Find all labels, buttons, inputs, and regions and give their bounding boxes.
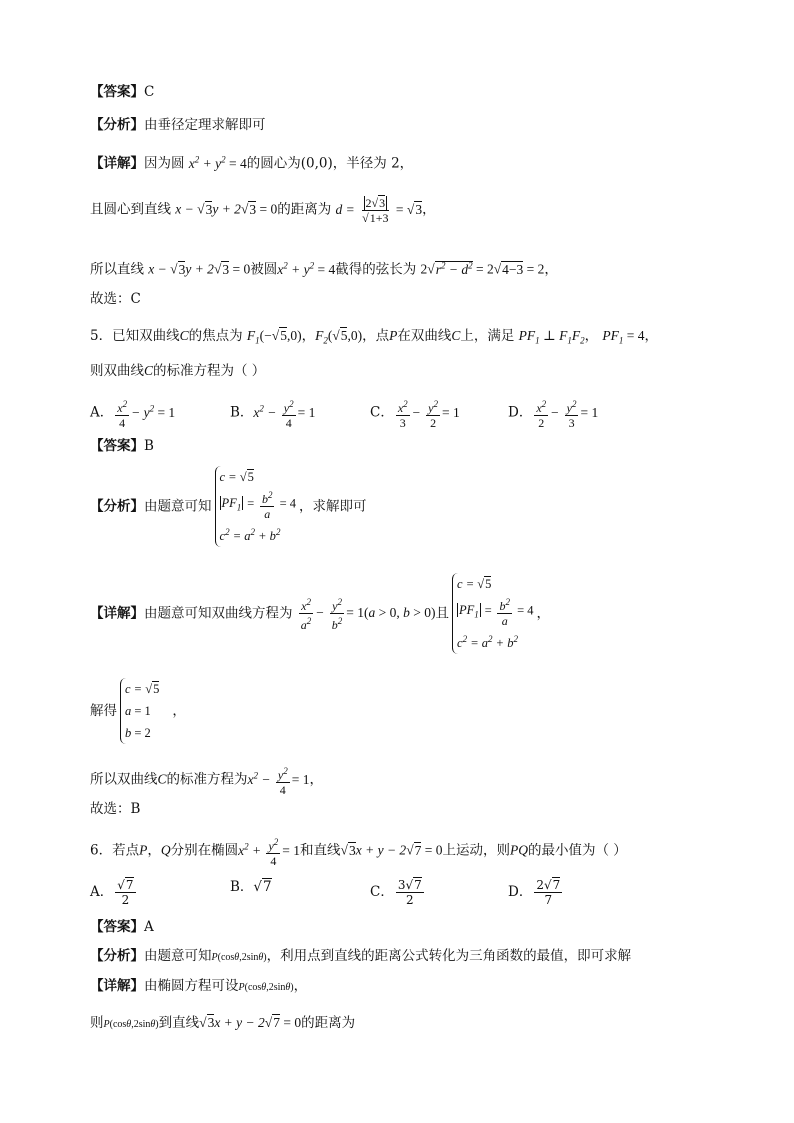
q5-stem-text: 5．已知双曲线 — [90, 328, 180, 344]
q5-detail-text: 由题意可知双曲线方程为 — [144, 605, 293, 622]
answer-tag: 【答案】 — [90, 438, 144, 454]
q4-detail-text: ，半径为 2， — [332, 155, 414, 172]
q6-last-text: 的距离为 — [301, 1015, 356, 1031]
q6-last-line — [90, 1014, 355, 1034]
q5-detail-text: 且 — [435, 605, 450, 622]
q6-stem-text: 分别在椭圆 — [170, 842, 239, 859]
option-label: C． — [370, 884, 394, 900]
q5-stem-text: 的焦点为 — [188, 328, 243, 344]
q4-detail-text: 的圆心为 — [246, 155, 301, 172]
q5-answer: B — [144, 438, 154, 454]
q5-stem-text: 则双曲线 — [90, 363, 144, 379]
q5-option-a: A． $\frac{x^2}{4}$ − $y^2 = 1$ — [90, 399, 176, 430]
detail-tag: 【详解】 — [90, 978, 144, 994]
q5-conclusion-text: 所以双曲线 — [90, 771, 158, 788]
q4-answer-line — [90, 83, 154, 101]
param-point: P(cosθ,2sinθ) — [238, 982, 294, 993]
line-equation: x − √3y + 2√3 = 0 — [148, 261, 251, 277]
option-label: A． — [90, 884, 114, 900]
q6-detail-text: 由椭圆方程可设 — [144, 978, 239, 994]
q5-analysis-line — [90, 466, 367, 547]
q5-option-b: B．$x^2$ − $\frac{y^2}{4}$ = 1 — [230, 399, 316, 430]
q6-stem-text: 6．若点 — [90, 842, 140, 859]
q5-stem-text: ，点 — [362, 328, 390, 344]
line-equation: x − √3y + 2√3 = 0 — [175, 201, 278, 217]
var-P: P — [139, 842, 148, 858]
analysis-tag: 【分析】 — [90, 948, 144, 964]
q6-analysis-line — [90, 947, 631, 967]
q6-option-d: D． $\frac{2√7}{7}$ — [508, 878, 561, 907]
q4-detail-text: 且圆心到直线 — [90, 201, 171, 218]
option-label: D． — [508, 884, 533, 900]
option-label: B． — [230, 879, 254, 895]
var-C: C — [157, 771, 167, 787]
circle-equation: $x^2 + y^2 = 4$ — [277, 260, 336, 277]
ellipse-equation: $x^2$ + $\frac{y^2}{4}$ = 1 — [238, 837, 301, 868]
var-C: C — [451, 328, 461, 343]
solution-system: c = √5 a = 1 b = 2 — [120, 678, 159, 744]
option-label: A． — [90, 404, 114, 421]
hyperbola-general: $\frac{x^2}{a^2}$ − $\frac{y^2}{b^2}$ = 1(a > 0, b > 0) — [300, 597, 436, 633]
q6-last-text: 则 — [90, 1015, 104, 1031]
var-C: C — [179, 328, 189, 343]
q4-detail-text: 因为圆 — [144, 155, 185, 172]
detail-tag: 【详解】 — [90, 155, 144, 172]
q4-detail-text: 截得的弦长为 — [335, 261, 417, 278]
q5-option-c: C． $\frac{x^2}{3}$ − $\frac{y^2}{2}$ = 1 — [370, 399, 460, 430]
var-Q: Q — [160, 842, 171, 858]
q4-choice: 故选：C — [90, 291, 141, 307]
length-condition: $PF_1 = 4$ — [602, 328, 645, 346]
q6-option-a: A． $\frac{√7}{2}$ — [90, 878, 134, 907]
q5-detail-line: 【详解】由题意可知双曲线方程为 $\frac{x^2}{a^2}$ − $\frac{y^2}{b^2}$ = 1(a > 0, b > 0)且 c = √5 $PF_1$ = $\frac{b^2}{a}$ = 4 $c^2 = a^2 + b^2$ ， — [90, 573, 550, 654]
analysis-tag: 【分析】 — [90, 498, 144, 515]
q5-stem-line1: 5．已知双曲线C的焦点为 $F_1(-√5,0)$，$F_2(√5,0)$，点P在双曲线C上，满足 $PF_1$ ⊥ $F_1F_2$， $PF_1 = 4$， — [90, 328, 659, 346]
q5-solve-text: 解得 — [90, 703, 117, 719]
q4-detail-line3: 所以直线 x − √3y + 2√3 = 0被圆$x^2 + y^2 = 4$截得的弦长为 $2√r^2 - d^2 = 2√4-3 = 2$， — [90, 260, 558, 278]
focus-F2: $F_2(√5,0)$ — [315, 328, 363, 346]
q5-option-d: D． $\frac{x^2}{2}$ − $\frac{y^2}{3}$ = 1 — [508, 399, 599, 430]
analysis-tag: 【分析】 — [90, 117, 144, 133]
q6-stem-text: 上运动，则 — [442, 842, 510, 859]
q6-stem-text: 和直线 — [300, 842, 341, 859]
q6-option-c: C． $\frac{3√7}{2}$ — [370, 878, 422, 907]
center-point: (0,0) — [300, 155, 333, 172]
q5-answer-line — [90, 437, 154, 455]
param-point: P(cosθ,2sinθ) — [103, 1019, 159, 1030]
q6-option-b: B．√7 — [230, 879, 272, 895]
answer-tag: 【答案】 — [90, 84, 144, 100]
q4-analysis-line — [90, 116, 266, 134]
hyperbola-result: $x^2$ − $\frac{y^2}{4}$ = 1 — [247, 766, 310, 797]
q5-stem-text: 的标准方程为（ ） — [153, 363, 266, 379]
q4-detail-text: 被圆 — [250, 261, 278, 278]
system-of-equations: c = √5 $PF_1$ = $\frac{b^2}{a}$ = 4 $c^2 = a^2 + b^2$ — [215, 466, 297, 547]
q6-analysis-text: 由题意可知 — [144, 948, 212, 964]
distance-formula: d = $\frac{2√3}{√1+3}$ = √3 — [335, 196, 423, 225]
q4-detail-line1 — [90, 150, 413, 173]
segment-PQ: PQ — [509, 842, 528, 858]
var-C: C — [144, 363, 154, 378]
q6-stem-text: 的最小值为（ ） — [527, 842, 627, 859]
detail-tag: 【详解】 — [90, 605, 144, 622]
option-label: B． — [230, 404, 254, 421]
q4-analysis: 由垂径定理求解即可 — [144, 117, 266, 133]
chord-length: $2√r^2 - d^2 = 2√4-3 = 2$ — [420, 260, 545, 277]
line-equation: √3x + y − 2√7 = 0 — [199, 1015, 302, 1030]
option-label: D． — [508, 404, 533, 421]
q6-answer-line — [90, 918, 154, 936]
option-label: C． — [370, 404, 394, 421]
q5-solve-line: 解得 c = √5 a = 1 b = 2 ， — [90, 678, 186, 744]
q4-detail-line2: 且圆心到直线 x − √3y + 2√3 = 0的距离为 d = $\frac{2√3}{√1+3}$ = √3， — [90, 196, 436, 225]
q5-analysis-text: 由题意可知 — [144, 498, 212, 515]
perpendicular-condition: $PF_1$ ⊥ $F_1F_2$ — [518, 328, 585, 346]
line-equation: √3x + y − 2√7 = 0 — [340, 842, 443, 858]
q4-detail-text: 的距离为 — [277, 201, 332, 218]
q5-stem-text: 上，满足 — [460, 328, 515, 344]
var-P: P — [389, 328, 398, 343]
focus-F1: $F_1(-√5,0)$ — [246, 328, 302, 346]
system-of-equations: c = √5 $PF_1$ = $\frac{b^2}{a}$ = 4 $c^2 = a^2 + b^2$ — [452, 573, 534, 654]
q5-stem-text: 在双曲线 — [397, 328, 452, 344]
q6-stem-line: 6．若点P，Q分别在椭圆$x^2$ + $\frac{y^2}{4}$ = 1和直线√3x + y − 2√7 = 0上运动，则PQ的最小值为（ ） — [90, 837, 627, 868]
q5-choice: 故选：B — [90, 801, 141, 817]
answer-tag: 【答案】 — [90, 919, 144, 935]
q6-last-text: 到直线 — [158, 1015, 200, 1031]
q5-stem-line2 — [90, 362, 265, 380]
q5-conclusion-line: 所以双曲线C的标准方程为$x^2$ − $\frac{y^2}{4}$ = 1， — [90, 766, 323, 797]
q6-answer: A — [144, 919, 154, 935]
q6-detail-line: 【详解】由椭圆方程可设P(cosθ,2sinθ)， — [90, 978, 308, 994]
param-point: P(cosθ,2sinθ) — [211, 952, 267, 963]
q5-conclusion-text: 的标准方程为 — [166, 771, 248, 788]
q4-detail-text: 所以直线 — [90, 261, 144, 278]
circle-equation: $x^2 + y^2 = 4$ — [188, 154, 247, 171]
q4-answer: C — [144, 84, 155, 100]
q5-analysis-text: ，求解即可 — [299, 498, 367, 515]
q6-analysis-text: ，利用点到直线的距离公式转化为三角函数的最值，即可求解 — [266, 948, 632, 964]
